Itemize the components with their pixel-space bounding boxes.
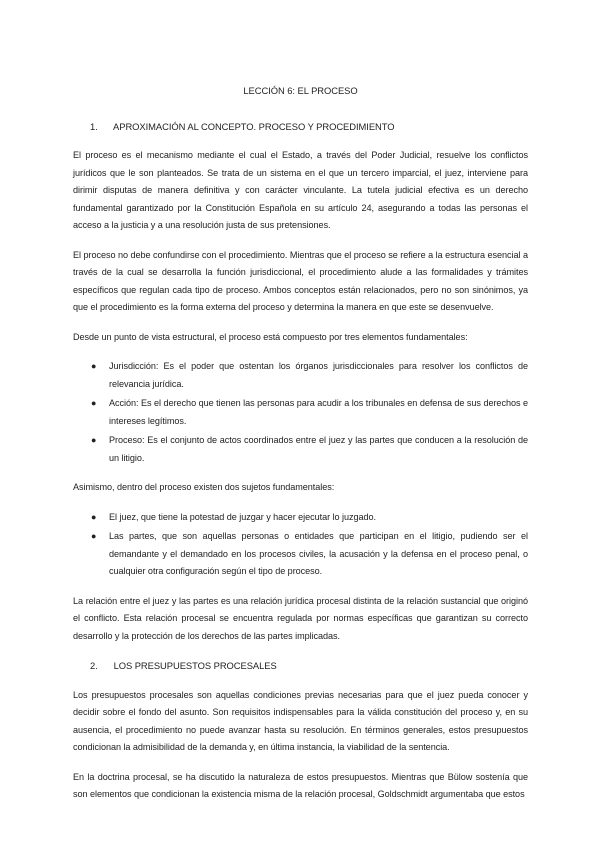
list-item [91,528,528,581]
paragraph: En la doctrina procesal, se ha discutido la naturaleza de estos presupuestos. Mientras que Bülow sostenía que son elementos que condicionan la existencia misma de la relación procesal, Goldschmidt argumentaba que estos [73,771,528,799]
section-2-heading [73,657,528,675]
section-1-heading [73,118,528,136]
paragraph: El proceso es el mecanismo mediante el cual el Estado, a través del Poder Judicial, resuelve los conflictos jurídicos que le son planteados. Se trata de un sistema en el que un tercero imparcial, el juez, interviene para dirimir disputas de manera definitiva y con carácter vinculante. La tutela judicial efectiva es un derecho fundamental garantizado por la Constitución Española en su artículo 24, asegurando a todas las personas el acceso a la justicia y a una resolución justa de sus pretensiones. [73,150,528,230]
section-1-number: 1. [90,120,98,132]
bullet-icon: ● [91,361,97,371]
section-1-heading-text: APROXIMACIÓN AL CONCEPTO. PROCESO Y PROCEDIMIENTO [113,120,395,132]
list-item-text: Acción: Es el derecho que tienen las personas para acudir a los tribunales en defensa de sus derechos e intereses legítimos. [109,398,528,426]
subjects-list [73,509,528,581]
paragraph: Los presupuestos procesales son aquellas condiciones previas necesarias para que el juez pueda conocer y decidir sobre el fondo del asunto. Son requisitos indispensables para la válida constitución del proceso y, en su ausencia, el procedimiento no puede avanzar hasta su resolución. En términos generales, estos presupuestos condicionan la admisibilidad de la demanda y, en última instancia, la viabilidad de la sentencia. [73,689,528,752]
paragraph: Asimismo, dentro del proceso existen dos sujetos fundamentales: [73,482,335,492]
paragraph: La relación entre el juez y las partes es una relación jurídica procesal distinta de la relación sustancial que originó el conflicto. Esta relación procesal se encuentra regulada por normas específicas que garantizan su correcto desarrollo y la protección de los derechos de las partes implicadas. [73,595,528,641]
list-item [91,395,528,430]
section-2-heading-text: LOS PRESUPUESTOS PROCESALES [113,660,277,671]
page-title: LECCIÓN 6: EL PROCESO [243,85,358,96]
bullet-icon: ● [91,531,97,541]
paragraph: El proceso no debe confundirse con el procedimiento. Mientras que el proceso se refiere a la estructura esencial a través de la cual se desarrolla la función jurisdiccional, el procedimiento alude a las formalidades y trámites específicos que regulan cada tipo de proceso. Ambos conceptos están relacionados, pero no son sinónimos, ya que el procedimiento es la forma externa del proceso y determina la manera en que este se desenvuelve. [73,249,528,312]
section-2-number: 2. [90,660,98,671]
elements-list [73,358,528,467]
list-item-text: Jurisdicción: Es el poder que ostentan los órganos jurisdiccionales para resolver los conflictos de relevancia jurídica. [109,361,528,389]
list-item [91,432,528,467]
list-item [91,509,528,527]
bullet-icon: ● [91,398,97,408]
list-item-text: Las partes, que son aquellas personas o entidades que participan en el litigio, pudiendo ser el demandante y el demandado en los procesos civiles, la acusación y la defensa en el proceso penal, o cualquier otra configuración según el tipo de proceso. [109,531,528,576]
bullet-icon: ● [91,435,97,445]
paragraph: Desde un punto de vista estructural, el proceso está compuesto por tres elementos fundamentales: [73,331,468,342]
list-item [91,358,528,393]
bullet-icon: ● [91,511,97,522]
list-item-text: Proceso: Es el conjunto de actos coordinados entre el juez y las partes que conducen a la resolución de un litigio. [109,435,528,463]
list-item-text: El juez, que tiene la potestad de juzgar y hacer ejecutar lo juzgado. [109,511,377,522]
